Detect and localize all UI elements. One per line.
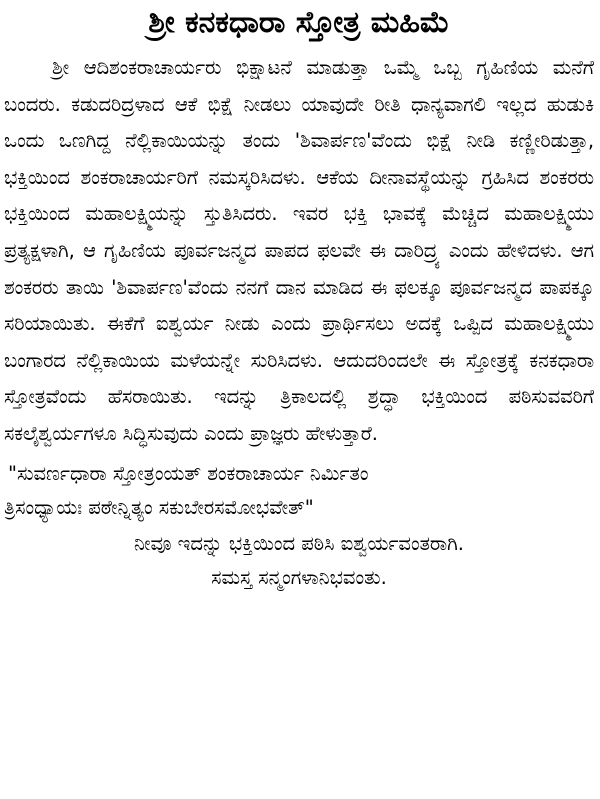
- page-title: ಶ್ರೀ ಕನಕಧಾರಾ ಸ್ತೋತ್ರ ಮಹಿಮೆ: [148, 5, 450, 40]
- closing-block: [4, 527, 594, 595]
- closing-line-2: ಸಮಸ್ತ ಸನ್ಮಂಗಳಾನಿಭವಂತು.: [211, 565, 387, 589]
- verse-block: [4, 457, 594, 525]
- closing-line-1: ನೀವೂ ಇದನ್ನು ಭಕ್ತಿಯಿಂದ ಪಠಿಸಿ ಐಶ್ವರ್ಯವಂತರಾಗಿ.: [134, 531, 464, 555]
- verse-line-1: "ಸುವರ್ಣಧಾರಾ ಸ್ತೋತ್ರಂಯತ್ ಶಂಕರಾಚಾರ್ಯ ನಿರ್ಮಿತಂ: [8, 461, 369, 485]
- body-paragraph: ಶ್ರೀ ಆದಿಶಂಕರಾಚಾರ್ಯರು ಭಿಕ್ಷಾಟನೆ ಮಾಡುತ್ತಾ ಒಮ್ಮೆ ಒಬ್ಬ ಗೃಹಿಣಿಯ ಮನೆಗೆ ಬಂದರು. ಕಡುದರಿದ್ರಳಾದ ಆಕೆ ಭಿಕ್ಷೆ ನೀಡಲು ಯಾವುದೇ ರೀತಿ ಧಾನ್ಯವಾಗಲಿ ಇಲ್ಲದ ಹುಡುಕಿ ಒಂದು ಒಣಗಿದ್ದ ನೆಲ್ಲಿಕಾಯಿಯನ್ನು ತಂದು 'ಶಿವಾರ್ಪಣ'ವೆಂದು ಭಿಕ್ಷೆ ನೀಡಿ ಕಣ್ಣೀರಿಡುತ್ತಾ, ಭಕ್ತಿಯಿಂದ ಶಂಕರಾಚಾರ್ಯರಿಗೆ ನಮಸ್ಕರಿಸಿದಳು. ಆಕೆಯ ದೀನಾವಸ್ಥೆಯನ್ನು ಗ್ರಹಿಸಿದ ಶಂಕರರು ಭಕ್ತಿಯಿಂದ ಮಹಾಲಕ್ಷ್ಮಿಯನ್ನು ಸ್ತುತಿಸಿದರು. ಇವರ ಭಕ್ತಿ ಭಾವಕ್ಕೆ ಮೆಚ್ಚಿದ ಮಹಾಲಕ್ಷ್ಮಿಯು ಪ್ರತ್ಯಕ್ಷಳಾಗಿ, ಆ ಗೃಹಿಣಿಯ ಪೂರ್ವಜನ್ಮದ ಪಾಪದ ಫಲವೇ ಈ ದಾರಿದ್ರ್ಯ ಎಂದು ಹೇಳಿದಳು. ಆಗ ಶಂಕರರು ತಾಯಿ 'ಶಿವಾರ್ಪಣ'ವೆಂದು ನನಗೆ ದಾನ ಮಾಡಿದ ಈ ಫಲಕ್ಕೂ ಪೂರ್ವಜನ್ಮದ ಪಾಪಕ್ಕೂ ಸರಿಯಾಯಿತು. ಈಕೆಗೆ ಐಶ್ವರ್ಯ ನೀಡು ಎಂದು ಪ್ರಾರ್ಥಿಸಲು ಅದಕ್ಕೆ ಒಪ್ಪಿದ ಮಹಾಲಕ್ಷ್ಮಿಯು ಬಂಗಾರದ ನೆಲ್ಲಿಕಾಯಿಯ ಮಳೆಯನ್ನೇ ಸುರಿಸಿದಳು. ಆದುದರಿಂದಲೇ ಈ ಸ್ತೋತ್ರಕ್ಕೆ ಕನಕಧಾರಾ ಸ್ತೋತ್ರವೆಂದು ಹೆಸರಾಯಿತು. ಇದನ್ನು ತ್ರಿಕಾಲದಲ್ಲಿ ಶ್ರದ್ಧಾ ಭಕ್ತಿಯಿಂದ ಪಠಿಸುವವರಿಗೆ ಸಕಲೈಶ್ವರ್ಯಗಳೂ ಸಿದ್ಧಿಸುವುದು ಎಂದು ಪ್ರಾಜ್ಞರು ಹೇಳುತ್ತಾರೆ.: [4, 56, 594, 445]
- verse-line-2: ತ್ರಿಸಂಧ್ಯಾಯಃ ಪಠೇನ್ನಿತ್ಯಂ ಸಕುಬೇರಸಮೋಭವೇತ್": [4, 495, 314, 519]
